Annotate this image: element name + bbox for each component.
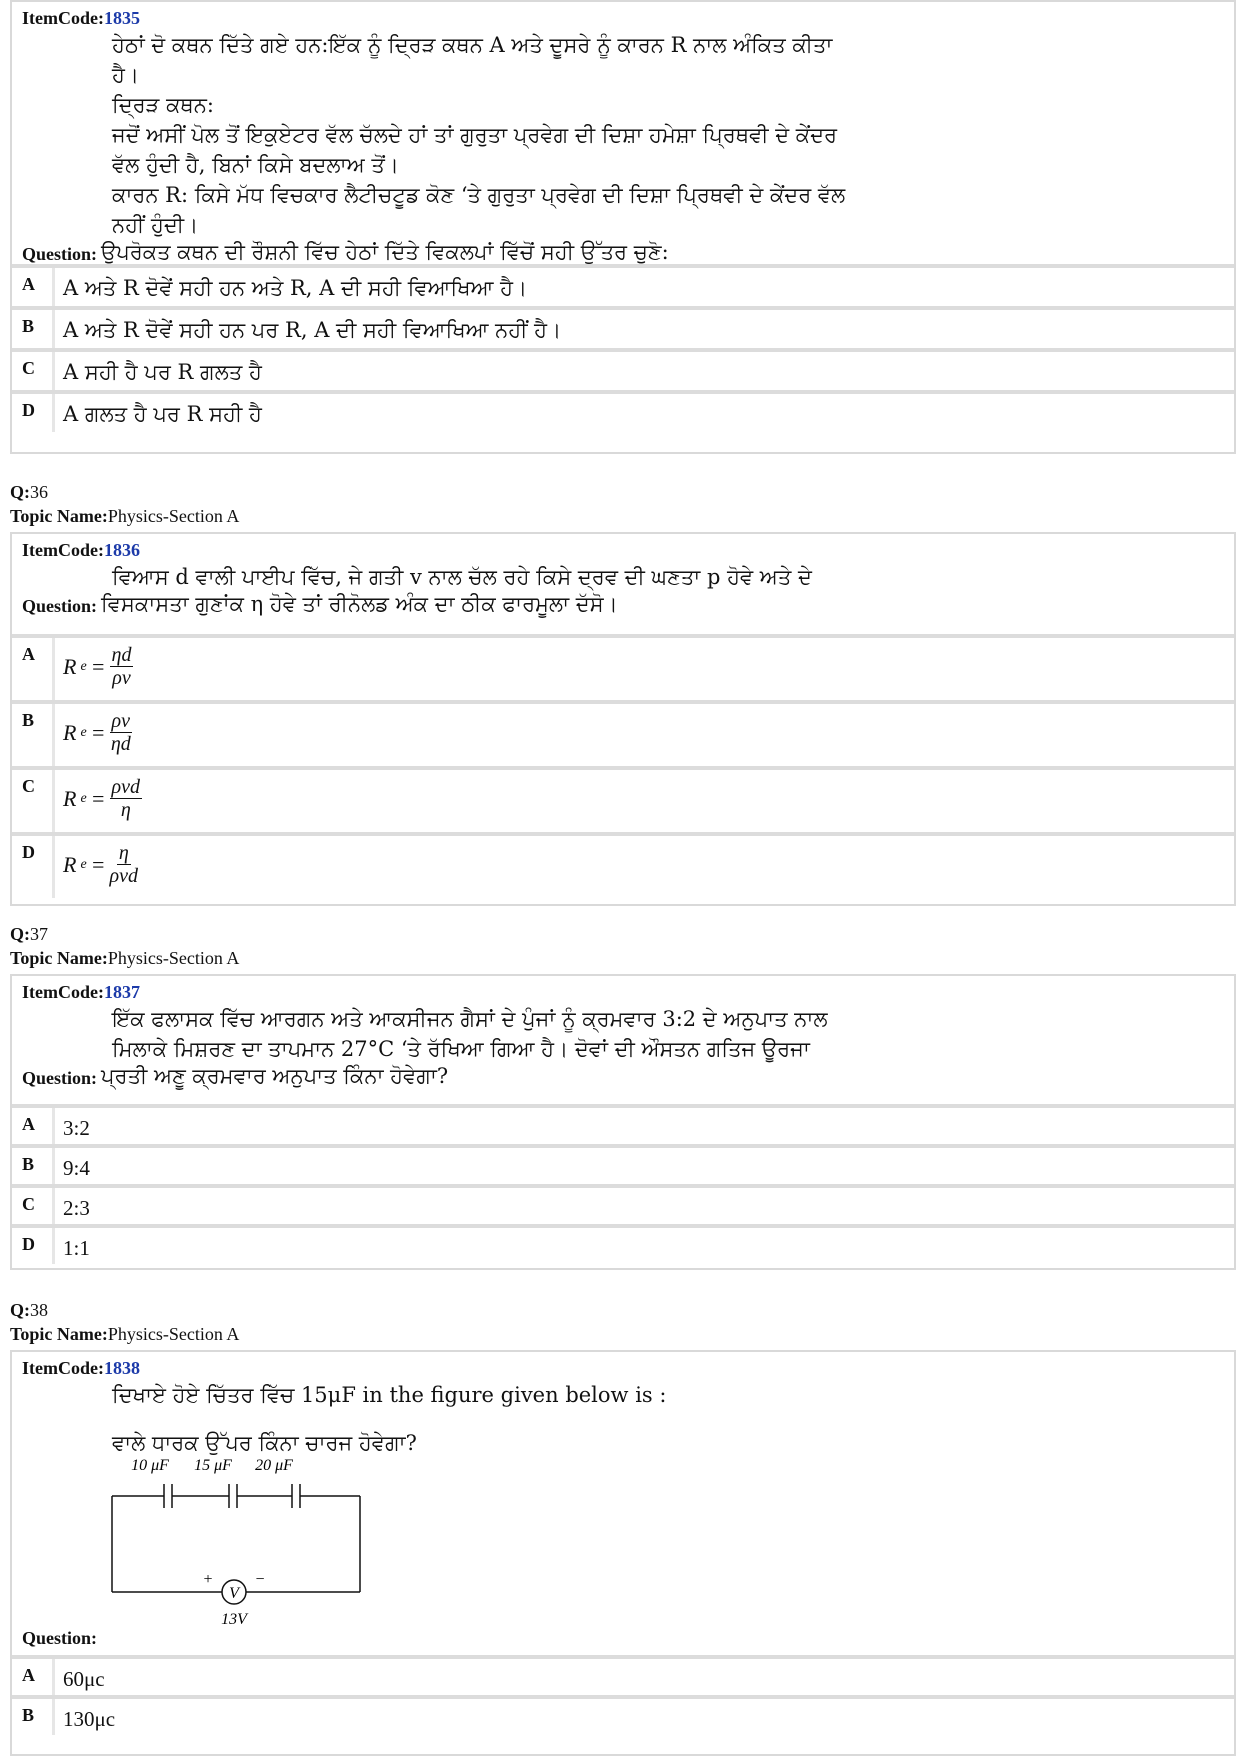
question-meta-38 (10, 1298, 239, 1346)
numerator: ρv (111, 710, 131, 732)
option-letter: B (12, 310, 55, 348)
option-letter: A (12, 638, 55, 700)
q-label: Q: (10, 1300, 30, 1320)
cap3-label: 20 μF (255, 1457, 293, 1474)
reynolds-formula: R e = $\frac{\eta}{\text{ρvd}}$ (63, 842, 139, 887)
question-block-1836 (10, 532, 1236, 906)
option-text: A ਅਤੇ R ਦੋਵੇਂ ਸਹੀ ਹਨ ਪਰ R, A ਦੀ ਸਹੀ ਵਿਆਖਿਆ ਨਹੀਂ ਹੈ। (63, 318, 562, 342)
capacitor-circuit-diagram (102, 1452, 382, 1632)
question-line: ਪ੍ਰਤੀ ਅਣੂ ਕ੍ਰਮਵਾਰ ਅਨੁਪਾਤ ਕਿੰਨਾ ਹੋਵੇਗਾ? (101, 1064, 449, 1088)
option-text: 2:3 (63, 1196, 90, 1220)
minus-terminal: − (255, 1571, 265, 1588)
question-label: Question: (22, 596, 98, 616)
option-letter: D (12, 1228, 55, 1264)
option-letter: D (12, 394, 55, 432)
question-header (12, 534, 1234, 634)
option-text: 60μc (63, 1667, 105, 1691)
cap1-label: 10 μF (131, 1457, 169, 1474)
question-meta-37 (10, 922, 239, 970)
item-code: ItemCode:1838 (22, 1358, 140, 1378)
question-text (112, 30, 872, 240)
option-text: 3:2 (63, 1116, 90, 1140)
q-number: 37 (30, 924, 48, 944)
option-text: A ਸਹੀ ਹੈ ਪਰ R ਗਲਤ ਹੈ (63, 360, 262, 384)
voltmeter-symbol: V (229, 1585, 239, 1602)
numerator: ρvd (111, 776, 141, 798)
option-letter: D (12, 836, 55, 898)
q-number: 36 (30, 482, 48, 502)
option-letter: A (12, 1659, 55, 1695)
option-a[interactable] (12, 264, 1234, 306)
text-line: ਇੱਕ ਫਲਾਸਕ ਵਿੱਚ ਆਰਗਨ ਅਤੇ ਆਕਸੀਜਨ ਗੈਸਾਂ ਦੇ ਪੁੰਜਾਂ ਨੂੰ ਕ੍ਰਮਵਾਰ 3:2 ਦੇ ਅਨੁਪਾਤ ਨਾਲ (112, 1007, 828, 1031)
question-label: Question: (22, 1068, 98, 1088)
question-header (12, 2, 1234, 264)
numerator: ηd (111, 644, 132, 666)
question-label: Question: (22, 244, 98, 264)
option-letter: B (12, 1699, 55, 1735)
option-letter: C (12, 1188, 55, 1224)
topic-label: Topic Name: (10, 1324, 108, 1344)
text-line: ਜਦੋਂ ਅਸੀਂ ਪੋਲ ਤੋਂ ਇਕੁਏਟਰ ਵੱਲ ਚੱਲਦੇ ਹਾਂ ਤਾਂ ਗੁਰੁਤਾ ਪ੍ਰਵੇਗ ਦੀ ਦਿਸ਼ਾ ਹਮੇਸ਼ਾ ਪ੍ਰਿਥਵੀ ਦੇ ਕੇਂਦਰ (112, 123, 838, 147)
reynolds-formula: R e = $\frac{\rho v}{\eta d}$ (63, 710, 131, 755)
text-line: ਵੱਲ ਹੁੰਦੀ ਹੈ, ਬਿਨਾਂ ਕਿਸੇ ਬਦਲਾਅ ਤੋਂ। (112, 153, 399, 177)
denominator: ρv (112, 667, 131, 689)
topic-name: Physics-Section A (107, 1324, 240, 1344)
item-code: ItemCode:1837 (22, 982, 140, 1002)
question-block-1835 (10, 0, 1236, 454)
question-text-line: ਦਿਖਾਏ ਹੋਏ ਚਿੱਤਰ ਵਿੱਚ 15μF in the figure given below is : (112, 1383, 667, 1407)
option-d[interactable] (12, 390, 1234, 432)
text-line: ਮਿਲਾਕੇ ਮਿਸ਼ਰਣ ਦਾ ਤਾਪਮਾਨ 27°C ‘ਤੇ ਰੱਖਿਆ ਗਿਆ ਹੈ। ਦੋਵਾਂ ਦੀ ਔਸਤਨ ਗਤਿਜ ਊਰਜਾ (112, 1037, 810, 1061)
option-letter: C (12, 352, 55, 390)
cap2-label: 15 μF (194, 1457, 232, 1474)
item-code: ItemCode:1835 (22, 8, 140, 28)
option-d[interactable] (12, 832, 1234, 898)
option-a[interactable] (12, 1655, 1234, 1695)
numerator: η (118, 842, 129, 864)
option-b[interactable] (12, 1695, 1234, 1735)
option-text: A ਅਤੇ R ਦੋਵੇਂ ਸਹੀ ਹਨ ਅਤੇ R, A ਦੀ ਸਹੀ ਵਿਆਖਿਆ ਹੈ। (63, 276, 528, 300)
q-number: 38 (30, 1300, 48, 1320)
option-text: 1:1 (63, 1236, 90, 1260)
question-header (12, 1352, 1234, 1655)
reynolds-formula: R e = $\frac{\text{ρvd}}{\eta}$ (63, 776, 141, 821)
option-text: A ਗਲਤ ਹੈ ਪਰ R ਸਹੀ ਹੈ (63, 402, 262, 426)
topic-label: Topic Name: (10, 506, 108, 526)
option-b[interactable] (12, 1144, 1234, 1184)
topic-name: Physics-Section A (107, 948, 240, 968)
question-text-line: ਵਾਲੇ ਧਾਰਕ ਉੱਪਰ ਕਿੰਨਾ ਚਾਰਜ ਹੋਵੇਗਾ? (112, 1431, 417, 1455)
question-text (112, 1004, 872, 1064)
question-block-1838 (10, 1350, 1236, 1756)
option-letter: B (12, 704, 55, 766)
text-line: ਦ੍ਰਿੜ ਕਥਨ: (112, 93, 214, 117)
option-b[interactable] (12, 306, 1234, 348)
option-letter: C (12, 770, 55, 832)
q-label: Q: (10, 482, 30, 502)
option-letter: A (12, 268, 55, 306)
plus-terminal: + (203, 1571, 213, 1588)
option-c[interactable] (12, 1184, 1234, 1224)
question-text-line: ਵਿਆਸ d ਵਾਲੀ ਪਾਈਪ ਵਿੱਚ, ਜੇ ਗਤੀ v ਨਾਲ ਚੱਲ ਰਹੇ ਕਿਸੇ ਦ੍ਰਵ ਦੀ ਘਣਤਾ p ਹੋਵੇ ਅਤੇ ਦੇ (112, 565, 812, 589)
q-label: Q: (10, 924, 30, 944)
option-d[interactable] (12, 1224, 1234, 1264)
topic-label: Topic Name: (10, 948, 108, 968)
topic-name: Physics-Section A (107, 506, 240, 526)
option-c[interactable] (12, 348, 1234, 390)
denominator: η (120, 799, 131, 821)
option-text: 130μc (63, 1707, 116, 1731)
question-block-1837 (10, 974, 1236, 1270)
text-line: ਹੈ। (112, 63, 140, 87)
option-a[interactable] (12, 634, 1234, 700)
option-c[interactable] (12, 766, 1234, 832)
option-letter: B (12, 1148, 55, 1184)
question-header (12, 976, 1234, 1104)
denominator: ρvd (109, 865, 139, 887)
text-line: ਹੇਠਾਂ ਦੋ ਕਥਨ ਦਿੱਤੇ ਗਏ ਹਨ:ਇੱਕ ਨੂੰ ਦ੍ਰਿੜ ਕਥਨ A ਅਤੇ ਦੂਸਰੇ ਨੂੰ ਕਾਰਨ R ਨਾਲ ਅੰਕਿਤ ਕੀਤਾ (112, 33, 833, 57)
reynolds-formula: R e = $\frac{\eta d}{\rho v}$ (63, 644, 132, 689)
denominator: ηd (110, 733, 131, 755)
item-code: ItemCode:1836 (22, 540, 140, 560)
option-text: 9:4 (63, 1156, 90, 1180)
text-line: ਕਾਰਨ R: ਕਿਸੇ ਮੱਧ ਵਿਚਕਾਰ ਲੈਟੀਚਟੂਡ ਕੋਣ ‘ਤੇ ਗੁਰੁਤਾ ਪ੍ਰਵੇਗ ਦੀ ਦਿਸ਼ਾ ਪ੍ਰਿਥਵੀ ਦੇ ਕੇਂਦਰ ਵੱਲ (112, 183, 846, 207)
text-line: ਨਹੀਂ ਹੁੰਦੀ। (112, 213, 199, 237)
question-meta-36 (10, 480, 239, 528)
voltage-label: 13V (221, 1611, 247, 1628)
option-a[interactable] (12, 1104, 1234, 1144)
option-b[interactable] (12, 700, 1234, 766)
question-line: ਵਿਸਕਾਸਤਾ ਗੁਣਾਂਕ η ਹੋਵੇ ਤਾਂ ਰੀਨੋਲਡ ਅੰਕ ਦਾ ਠੀਕ ਫਾਰਮੂਲਾ ਦੱਸੋ। (101, 592, 618, 616)
option-letter: A (12, 1108, 55, 1144)
question-line: ਉਪਰੋਕਤ ਕਥਨ ਦੀ ਰੌਸ਼ਨੀ ਵਿੱਚ ਹੇਠਾਂ ਦਿੱਤੇ ਵਿਕਲਪਾਂ ਵਿੱਚੋਂ ਸਹੀ ਉੱਤਰ ਚੁਣੋ: (101, 240, 669, 264)
question-label: Question: (22, 1628, 98, 1648)
